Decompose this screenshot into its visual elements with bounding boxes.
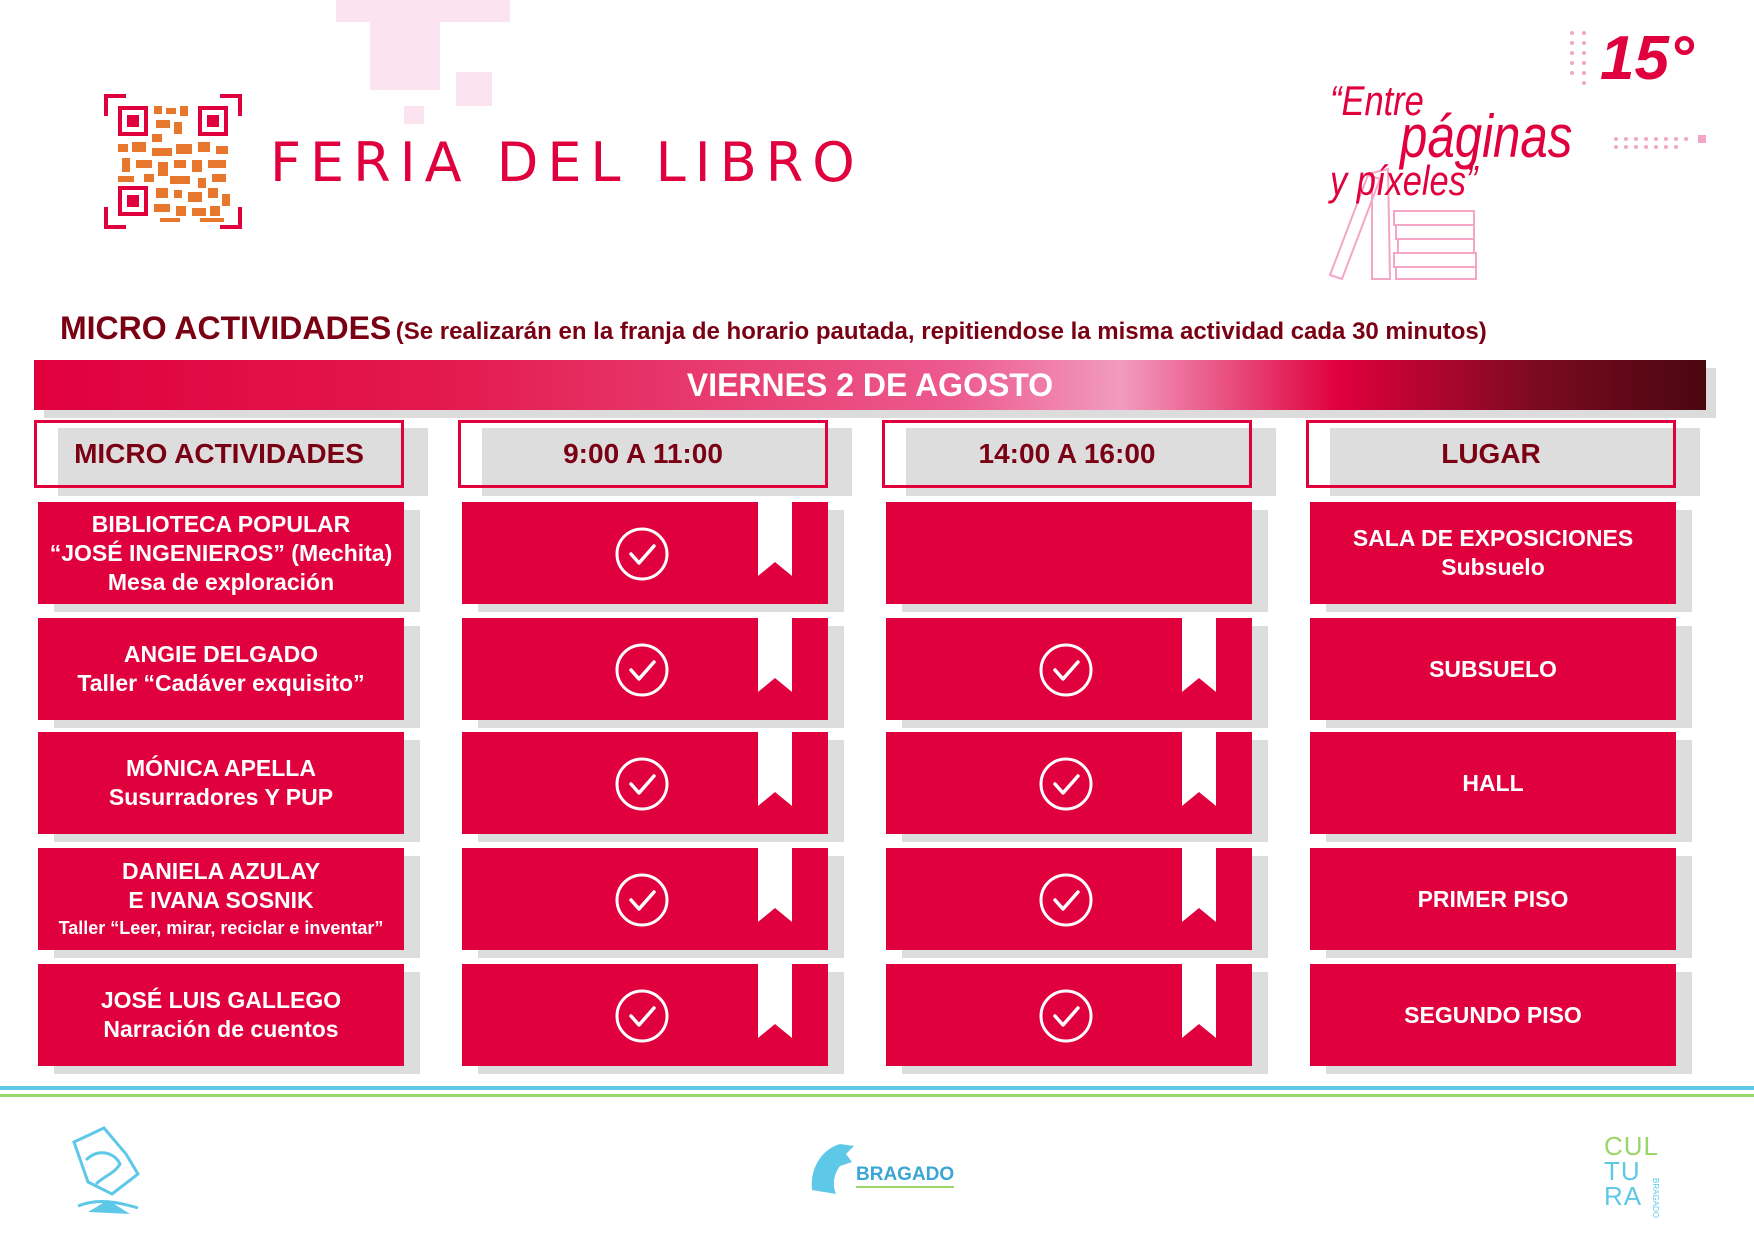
day-label: VIERNES 2 DE AGOSTO	[686, 367, 1054, 403]
afternoon-slot-cell	[886, 848, 1252, 950]
decor-square	[336, 0, 510, 22]
check-icon	[1038, 642, 1094, 698]
morning-slot-cell	[462, 502, 828, 604]
horse-logo	[68, 1124, 144, 1214]
bookmark-ribbon-icon	[758, 732, 792, 806]
cultura-logo-line-3: RA	[1604, 1181, 1643, 1211]
activity-cell-line: DANIELA AZULAY	[121, 858, 321, 884]
bookmark-ribbon-icon	[758, 964, 792, 1038]
section-note: (Se realizarán en la franja de horario pautada, repitiendose la misma actividad cada 30 minutos)	[395, 318, 1487, 345]
check-icon	[1038, 756, 1094, 812]
check-icon	[614, 642, 670, 698]
activity-cell-line: Taller “Leer, mirar, reciclar e inventar”	[58, 918, 384, 938]
place-cell-line: SUBSUELO	[1429, 655, 1557, 682]
column-header-afternoon	[882, 420, 1252, 488]
column-header-place	[1306, 420, 1676, 488]
municipality-logo-name: BRAGADO	[856, 1164, 954, 1188]
activity-cell-line: Susurradores Y PUP	[108, 784, 334, 810]
activity-cell-line: Taller “Cadáver exquisito”	[77, 670, 365, 696]
section-title: MICRO ACTIVIDADES	[60, 310, 392, 346]
activity-cell-line: BIBLIOTECA POPULAR	[91, 510, 351, 537]
place-cell	[1310, 848, 1676, 950]
activity-cell	[38, 502, 404, 604]
bookmark-ribbon-icon	[1182, 732, 1216, 806]
column-header-label: 14:00 A 16:00	[978, 438, 1156, 469]
decor-square	[404, 106, 424, 124]
activity-cell	[38, 618, 404, 720]
morning-slot-cell	[462, 848, 828, 950]
day-banner	[34, 360, 1706, 410]
place-cell	[1310, 732, 1676, 834]
page-title: FERIA DEL LIBRO	[270, 131, 864, 194]
footer-line-blue	[0, 1086, 1754, 1090]
afternoon-slot-cell	[886, 964, 1252, 1066]
municipality-logo	[806, 1140, 956, 1194]
check-icon	[614, 988, 670, 1044]
morning-slot-cell	[462, 618, 828, 720]
place-cell	[1310, 618, 1676, 720]
slogan-line-2: páginas	[1400, 103, 1573, 170]
place-cell	[1310, 502, 1676, 604]
decor-square	[456, 72, 492, 106]
column-header-label: MICRO ACTIVIDADES	[74, 438, 364, 469]
morning-slot-cell	[462, 732, 828, 834]
section-heading	[60, 308, 1487, 355]
morning-slot-cell	[462, 964, 828, 1066]
check-icon	[614, 526, 670, 582]
column-header-activities	[34, 420, 404, 488]
horse-head-icon	[806, 1140, 858, 1194]
column-header-label: LUGAR	[1441, 438, 1541, 469]
activity-cell-line: Mesa de exploración	[107, 568, 335, 595]
activity-cell-line: MÓNICA APELLA	[126, 755, 316, 781]
afternoon-slot-cell	[886, 502, 1252, 604]
slogan-line-1: “Entre	[1330, 77, 1424, 124]
cultura-logo-line-2: TU	[1604, 1156, 1641, 1186]
activity-cell-line: JOSÉ LUIS GALLEGO	[100, 987, 342, 1013]
place-cell-line: Subsuelo	[1441, 554, 1545, 580]
decor-square	[370, 22, 440, 90]
afternoon-slot-cell	[886, 732, 1252, 834]
bookmark-ribbon-icon	[1182, 848, 1216, 922]
activity-cell	[38, 848, 404, 950]
place-cell-line: PRIMER PISO	[1417, 885, 1569, 912]
footer-line-green	[0, 1094, 1754, 1097]
cultura-logo-line-1: CUL	[1604, 1131, 1660, 1161]
activity-cell-line: Narración de cuentos	[103, 1016, 339, 1042]
check-icon	[614, 756, 670, 812]
column-header-morning	[458, 420, 828, 488]
edition-number: 15°	[1600, 24, 1694, 93]
place-cell-line: SALA DE EXPOSICIONES	[1352, 525, 1634, 551]
cultura-logo-sub: BRAGADO	[1651, 1178, 1660, 1219]
slogan-line-3: y píxeles”	[1330, 157, 1478, 204]
afternoon-slot-cell	[886, 618, 1252, 720]
bookmark-ribbon-icon	[758, 848, 792, 922]
bookmark-ribbon-icon	[1182, 618, 1216, 692]
check-icon	[1038, 988, 1094, 1044]
column-header-label: 9:00 A 11:00	[563, 438, 723, 469]
activity-cell	[38, 732, 404, 834]
place-cell	[1310, 964, 1676, 1066]
check-icon	[614, 872, 670, 928]
activity-cell	[38, 964, 404, 1066]
place-cell-line: SEGUNDO PISO	[1404, 1001, 1582, 1028]
activity-cell-line: E IVANA SOSNIK	[128, 887, 314, 913]
bookmark-ribbon-icon	[758, 502, 792, 576]
cultura-logo	[1604, 1131, 1674, 1219]
activity-cell-line: ANGIE DELGADO	[123, 641, 319, 667]
place-cell-line: HALL	[1462, 769, 1524, 796]
qr-code	[104, 94, 242, 229]
bookmark-ribbon-icon	[758, 618, 792, 692]
activity-cell-line: “JOSÉ INGENIEROS” (Mechita)	[49, 539, 393, 566]
check-icon	[1038, 872, 1094, 928]
bookmark-ribbon-icon	[1182, 964, 1216, 1038]
